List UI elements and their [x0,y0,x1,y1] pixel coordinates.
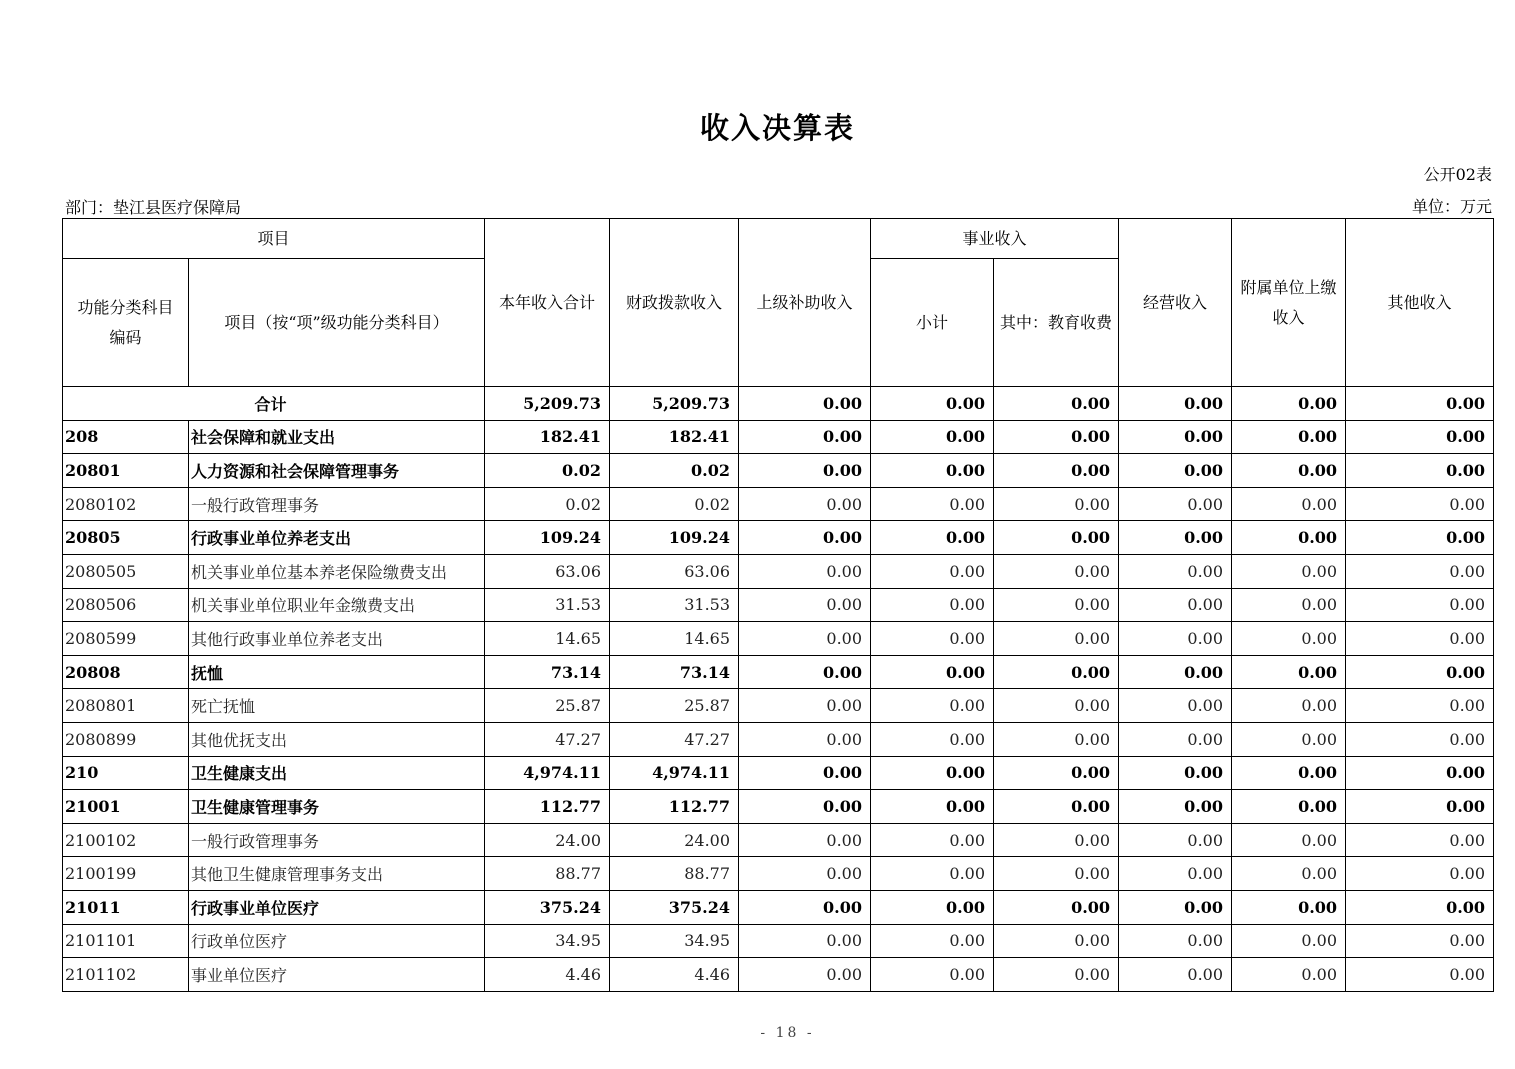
row-value: 31.53 [485,588,610,622]
row-name: 机关事业单位职业年金缴费支出 [189,588,485,622]
table-row [63,924,1494,958]
table-row [63,958,1494,992]
header-subtotal: 小计 [871,259,994,387]
row-value: 0.00 [1232,588,1346,622]
row-value: 0.00 [994,454,1119,488]
row-value: 0.00 [1346,454,1494,488]
row-value: 0.00 [1232,420,1346,454]
row-value: 0.00 [994,823,1119,857]
row-value: 47.27 [610,722,739,756]
header-operating: 经营收入 [1119,219,1232,387]
form-number: 公开02表 [1423,165,1492,184]
row-value: 0.00 [994,420,1119,454]
row-code: 2080505 [63,554,189,588]
table-row [63,554,1494,588]
header-superior: 上级补助收入 [739,219,871,387]
row-value: 375.24 [610,890,739,924]
row-code: 2100199 [63,857,189,891]
row-value: 0.00 [1346,722,1494,756]
row-value: 0.00 [1346,756,1494,790]
unit-label: 单位：万元 [1411,197,1492,216]
row-value: 0.00 [871,857,994,891]
row-value: 0.00 [1346,622,1494,656]
row-value: 0.00 [739,554,871,588]
row-value: 0.00 [739,823,871,857]
row-value: 88.77 [485,857,610,891]
row-value: 375.24 [485,890,610,924]
row-name: 事业单位医疗 [189,958,485,992]
row-value: 0.00 [1119,924,1232,958]
row-value: 14.65 [485,622,610,656]
row-value: 0.00 [1119,689,1232,723]
row-value: 0.00 [994,924,1119,958]
header-education: 其中：教育收费 [994,259,1119,387]
total-value: 0.00 [994,387,1119,421]
row-name: 行政事业单位养老支出 [189,521,485,555]
header-other: 其他收入 [1346,219,1494,387]
row-name: 一般行政管理事务 [189,823,485,857]
row-name: 行政单位医疗 [189,924,485,958]
total-value: 0.00 [739,387,871,421]
row-value: 0.00 [871,756,994,790]
row-value: 4,974.11 [610,756,739,790]
row-value: 0.00 [739,857,871,891]
row-value: 4.46 [485,958,610,992]
row-value: 112.77 [485,790,610,824]
row-value: 0.00 [1119,890,1232,924]
row-value: 0.00 [1346,420,1494,454]
row-value: 0.00 [1119,420,1232,454]
row-value: 0.00 [1346,487,1494,521]
row-value: 0.00 [1232,521,1346,555]
row-value: 0.00 [1119,756,1232,790]
row-value: 73.14 [485,655,610,689]
header-business-group: 事业收入 [871,219,1119,259]
row-value: 0.00 [1346,924,1494,958]
total-value: 5,209.73 [485,387,610,421]
row-value: 0.00 [1346,521,1494,555]
row-value: 0.00 [1119,622,1232,656]
row-code: 2101101 [63,924,189,958]
row-value: 0.00 [1119,588,1232,622]
row-value: 0.00 [994,857,1119,891]
row-value: 0.00 [871,454,994,488]
row-value: 0.00 [871,420,994,454]
row-value: 0.00 [871,689,994,723]
row-name: 人力资源和社会保障管理事务 [189,454,485,488]
row-name: 卫生健康支出 [189,756,485,790]
row-value: 0.00 [1346,790,1494,824]
row-value: 0.00 [1346,890,1494,924]
row-code: 208 [63,420,189,454]
row-value: 0.00 [1346,655,1494,689]
row-value: 0.00 [871,622,994,656]
row-value: 0.00 [871,554,994,588]
row-value: 0.00 [739,521,871,555]
row-value: 0.00 [1119,554,1232,588]
row-name: 其他行政事业单位养老支出 [189,622,485,656]
row-value: 0.00 [871,588,994,622]
total-value: 5,209.73 [610,387,739,421]
row-value: 0.00 [994,554,1119,588]
row-value: 109.24 [485,521,610,555]
row-value: 0.00 [1232,756,1346,790]
row-value: 0.00 [994,487,1119,521]
row-value: 88.77 [610,857,739,891]
row-code: 20801 [63,454,189,488]
row-value: 0.00 [871,655,994,689]
row-value: 0.00 [1232,622,1346,656]
row-name: 卫生健康管理事务 [189,790,485,824]
row-value: 0.00 [1232,722,1346,756]
table-row [63,487,1494,521]
row-value: 0.00 [994,655,1119,689]
row-name: 死亡抚恤 [189,689,485,723]
row-value: 0.00 [1232,790,1346,824]
row-value: 73.14 [610,655,739,689]
row-code: 2080801 [63,689,189,723]
row-value: 0.00 [1119,655,1232,689]
row-code: 20805 [63,521,189,555]
row-name: 抚恤 [189,655,485,689]
row-value: 4.46 [610,958,739,992]
row-value: 0.00 [871,823,994,857]
row-value: 0.00 [994,790,1119,824]
department-label: 部门：垫江县医疗保障局 [65,198,242,217]
row-value: 0.00 [1346,958,1494,992]
row-value: 112.77 [610,790,739,824]
row-value: 0.00 [1232,454,1346,488]
row-value: 0.00 [871,924,994,958]
row-value: 0.00 [871,487,994,521]
row-value: 0.00 [739,890,871,924]
row-value: 0.00 [739,454,871,488]
row-value: 0.00 [739,487,871,521]
row-value: 0.00 [1232,487,1346,521]
row-value: 0.00 [739,958,871,992]
header-name: 项目（按“项”级功能分类科目） [189,259,485,387]
row-value: 0.00 [1232,655,1346,689]
row-code: 21011 [63,890,189,924]
row-value: 0.00 [994,521,1119,555]
row-value: 109.24 [610,521,739,555]
row-value: 0.00 [994,622,1119,656]
table-row [63,857,1494,891]
row-value: 0.00 [739,722,871,756]
row-value: 24.00 [610,823,739,857]
row-value: 25.87 [485,689,610,723]
row-code: 2080506 [63,588,189,622]
row-value: 0.00 [994,958,1119,992]
row-value: 0.00 [994,756,1119,790]
row-value: 0.02 [485,454,610,488]
row-value: 0.00 [1346,823,1494,857]
row-value: 34.95 [485,924,610,958]
row-value: 0.00 [1232,958,1346,992]
table-row [63,420,1494,454]
row-value: 182.41 [610,420,739,454]
table-row [63,790,1494,824]
total-value: 0.00 [871,387,994,421]
row-value: 0.00 [1232,823,1346,857]
row-value: 0.00 [1232,924,1346,958]
row-value: 0.00 [1119,823,1232,857]
row-value: 0.00 [1346,857,1494,891]
table-row [63,689,1494,723]
row-value: 0.00 [871,790,994,824]
page-title: 收入决算表 [699,111,855,145]
table-row [63,521,1494,555]
row-value: 0.00 [994,689,1119,723]
row-value: 0.00 [871,890,994,924]
row-value: 0.00 [1119,790,1232,824]
row-value: 0.00 [1119,454,1232,488]
row-value: 0.00 [739,622,871,656]
row-value: 0.00 [1232,857,1346,891]
row-value: 63.06 [610,554,739,588]
row-code: 210 [63,756,189,790]
row-value: 0.00 [1119,487,1232,521]
table-row [63,756,1494,790]
row-value: 0.00 [871,722,994,756]
header-project-group: 项目 [63,219,485,259]
total-value: 0.00 [1346,387,1494,421]
row-value: 0.00 [1346,554,1494,588]
table-row [63,823,1494,857]
row-value: 0.00 [739,756,871,790]
row-value: 0.00 [1232,689,1346,723]
table-row [63,622,1494,656]
row-code: 20808 [63,655,189,689]
row-value: 0.00 [1119,722,1232,756]
row-value: 0.02 [485,487,610,521]
row-value: 4,974.11 [485,756,610,790]
row-name: 一般行政管理事务 [189,487,485,521]
row-value: 0.00 [1119,521,1232,555]
row-value: 0.00 [1119,857,1232,891]
row-name: 其他优抚支出 [189,722,485,756]
row-code: 2080899 [63,722,189,756]
row-value: 0.00 [739,790,871,824]
table-row [63,588,1494,622]
row-code: 2101102 [63,958,189,992]
table-row [63,722,1494,756]
row-value: 0.00 [739,655,871,689]
row-value: 0.00 [739,420,871,454]
row-value: 0.00 [1232,890,1346,924]
total-label: 合计 [63,387,485,421]
row-value: 182.41 [485,420,610,454]
row-code: 2100102 [63,823,189,857]
row-value: 0.00 [1346,689,1494,723]
row-value: 0.00 [739,924,871,958]
row-value: 0.00 [1232,554,1346,588]
row-name: 其他卫生健康管理事务支出 [189,857,485,891]
row-value: 0.02 [610,487,739,521]
row-value: 0.00 [1119,958,1232,992]
header-fiscal: 财政拨款收入 [610,219,739,387]
row-value: 0.00 [871,958,994,992]
row-value: 0.00 [871,521,994,555]
row-code: 2080599 [63,622,189,656]
header-affiliated: 附属单位上缴收入 [1232,219,1346,387]
total-value: 0.00 [1232,387,1346,421]
row-value: 47.27 [485,722,610,756]
row-code: 21001 [63,790,189,824]
row-value: 0.02 [610,454,739,488]
income-table [62,218,1494,992]
row-code: 2080102 [63,487,189,521]
total-row [63,387,1494,421]
total-value: 0.00 [1119,387,1232,421]
row-name: 机关事业单位基本养老保险缴费支出 [189,554,485,588]
header-total: 本年收入合计 [485,219,610,387]
row-value: 34.95 [610,924,739,958]
row-value: 0.00 [739,689,871,723]
header-code: 功能分类科目编码 [63,259,189,387]
row-value: 0.00 [1346,588,1494,622]
table-row [63,454,1494,488]
row-value: 31.53 [610,588,739,622]
row-value: 0.00 [994,890,1119,924]
row-name: 行政事业单位医疗 [189,890,485,924]
row-value: 0.00 [994,722,1119,756]
page-number: - 18 - [760,1025,815,1041]
row-name: 社会保障和就业支出 [189,420,485,454]
table-row [63,890,1494,924]
row-value: 24.00 [485,823,610,857]
row-value: 25.87 [610,689,739,723]
row-value: 0.00 [739,588,871,622]
row-value: 14.65 [610,622,739,656]
row-value: 63.06 [485,554,610,588]
table-row [63,655,1494,689]
row-value: 0.00 [994,588,1119,622]
